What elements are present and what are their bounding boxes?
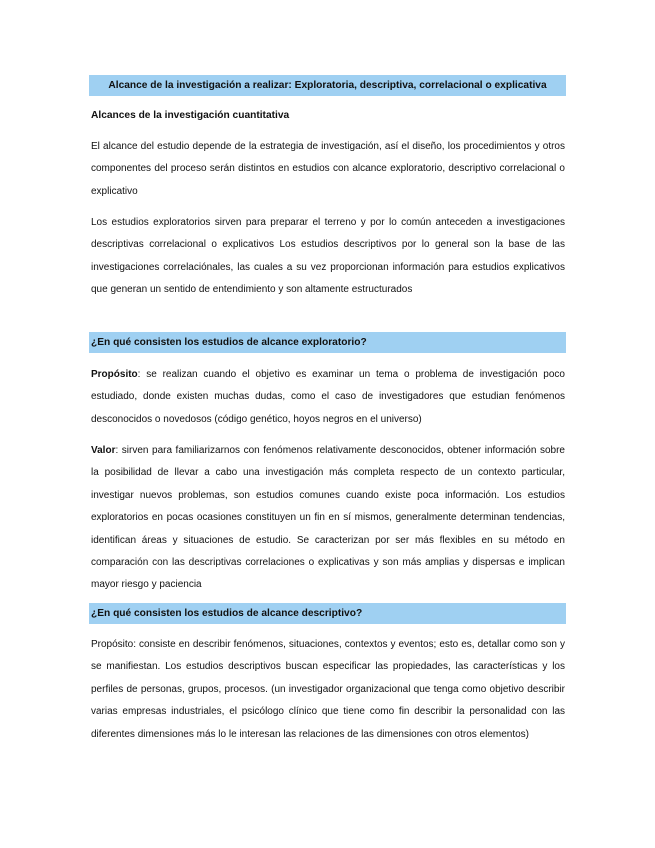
exploratory-purpose-text: : se realizan cuando el objetivo es examinar un tema o problema de investigación poco estudiado, donde existen muchas dudas, como el caso de investigadores que estudian fenómenos desconocidos o novedosos (código genético, hoyos negros en el universo) xyxy=(91,369,565,425)
exploratory-value-text: : sirven para familiarizarnos con fenómenos relativamente desconocidos, obtener información sobre la posibilidad de llevar a cabo una investigación más completa respecto de un contexto particular, investigar nuevos problemas, son estudios comunes cuando existe poca información. Los estudios exploratorios en pocas ocasiones constituyen un fin en sí mismos, generalmente determinan tendencias, identifican áreas y situaciones de estudio. Se caracterizan por ser más flexibles en su método en comparación con las descriptivas correlaciones o explicativas y son más amplias y dispersas e implican mayor riesgo y paciencia xyxy=(91,445,565,591)
exploratory-value-paragraph xyxy=(91,440,565,597)
exploratory-purpose-paragraph xyxy=(91,364,565,431)
descriptive-purpose-paragraph: Propósito: consiste en describir fenómenos, situaciones, contextos y eventos; esto es, detallar como son y se manifiestan. Los estudios descriptivos buscan especificar las propiedades, las características y los perfiles de personas, grupos, procesos. (un investigador organizacional que tenga como objetivo describir varias empresas industriales, el psicólogo clínico que tiene como fin describir la personalidad con las diferentes dimensiones más lo le interesan las relaciones de las dimensiones con otros elementos) xyxy=(91,639,565,740)
exploratory-value-label: Valor xyxy=(91,445,116,456)
exploratory-purpose-label: Propósito xyxy=(91,369,138,380)
descriptive-heading: ¿En qué consisten los estudios de alcance descriptivo? xyxy=(89,603,566,624)
intro-paragraph-1: El alcance del estudio depende de la estrategia de investigación, así el diseño, los procedimientos y otros componentes del proceso serán distintos en estudios con alcance exploratorio, descriptivo correlacional o explicativo xyxy=(91,141,565,197)
exploratory-heading: ¿En qué consisten los estudios de alcance exploratorio? xyxy=(89,332,566,353)
intro-paragraph-2: Los estudios exploratorios sirven para preparar el terreno y por lo común anteceden a investigaciones descriptivas correlacional o explicativos Los estudios descriptivos por lo general son la base de las investigaciones correlaciónales, las cuales a su vez proporcionan información para estudios explicativos que generan un sentido de entendimiento y son altamente estructurados xyxy=(91,217,565,296)
section-subtitle: Alcances de la investigación cuantitativa xyxy=(91,110,290,121)
document-title: Alcance de la investigación a realizar: Exploratoria, descriptiva, correlacional o explicativa xyxy=(89,75,566,96)
